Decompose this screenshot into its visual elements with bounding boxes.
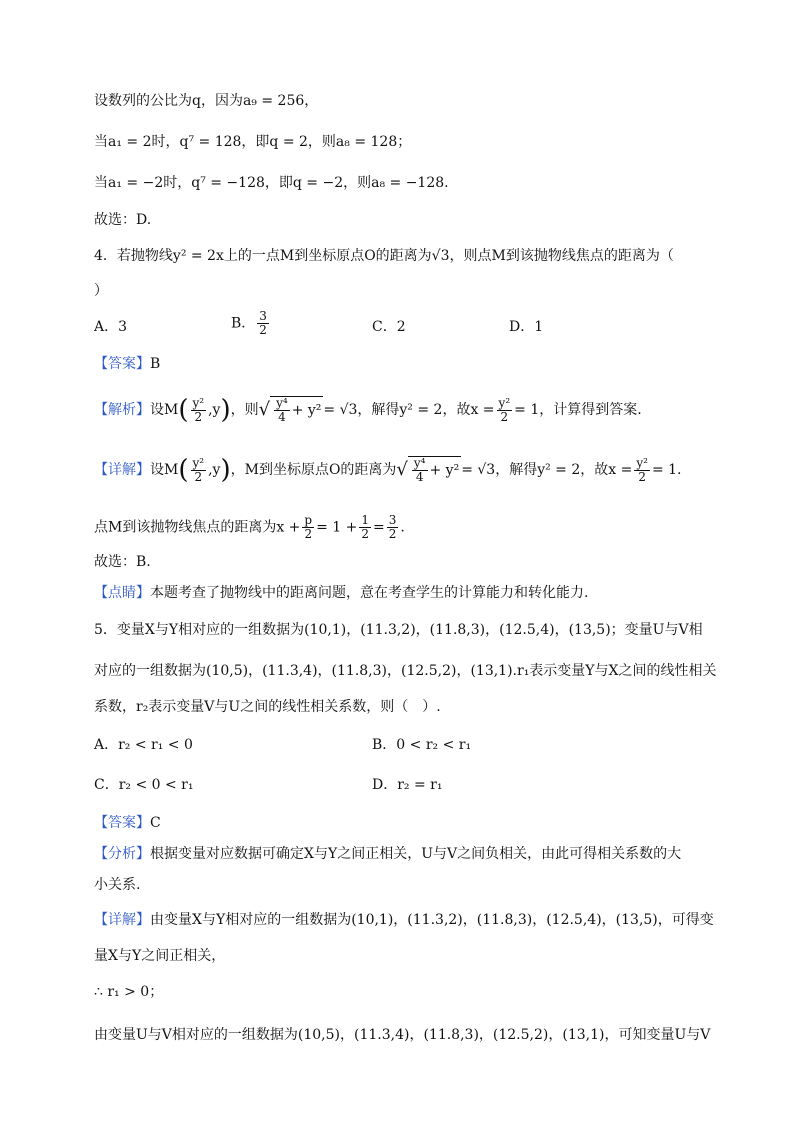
q4-option-a: A．3 [94,319,128,335]
frac-num: y² [498,395,511,410]
q4-option-c: C．2 [372,319,406,335]
frac-num: p [304,513,313,527]
frac-num: 3 [259,309,267,323]
detail-5-text: 由变量X与Y相对应的一组数据为(10,1)，(11.3,2)，(11.8,3)，(12.5,4)，(13,5)，可得变 [150,912,714,928]
frac-num: y² [192,395,205,410]
analysis-line-5-l1 [94,845,681,863]
choice-line-b: 故选：B. [94,554,151,570]
detail-text-d: = 1. [651,462,682,478]
q4-option-d: D．1 [509,319,544,335]
frac-3-over-2 [387,514,399,541]
q4-option-b-label: B． [231,315,256,332]
answer-line-4 [94,355,160,373]
frac-den: 2 [259,323,267,337]
frac-den: 4 [415,470,424,484]
frac-y4-over-4 [274,397,290,424]
answer-value: B [150,356,161,372]
answer-tag: 【答案】 [94,815,150,831]
frac-y2-over-2 [191,397,207,424]
frac-num: y² [636,455,648,470]
frac-den: 2 [304,527,313,541]
detail-line-4-distance [94,514,405,541]
detail-text-a: 设M [150,462,179,478]
analysis-line-4: 【解析】设M( $\frac{\text{y²}}{2}$ ,y)，则√ $\frac{\text{y⁴}}{4}$ + y² = √3，解得y² = 2，故x = $\frac{\text{y²}}{2}$ = 1，计算得到答案. [94,395,642,425]
detail-line-5-l1 [94,911,714,929]
q4-option-b-fraction [257,310,269,337]
q5-option-a: A．r₂ < r₁ < 0 [94,737,193,753]
choice-line-d: 故选：D. [94,212,152,228]
analysis-text-d: = 1，计算得到答案. [514,402,642,418]
question-5-stem-l3: 系数，r₂表示变量V与U之间的线性相关系数，则（ ）. [94,699,441,715]
sqrt-expression [408,456,461,484]
frac-1-over-2 [359,514,371,541]
question-4-stem: 4．若抛物线y² = 2x上的一点M到坐标原点O的距离为√3，则点M到该抛物线焦点的距离为（ [94,248,674,264]
distance-text-b: = 1 + [316,519,358,536]
distance-text-d: . [400,519,405,536]
fenxi-tag: 【分析】 [94,846,150,862]
question-5-stem-l2: 对应的一组数据为(10,5)，(11.3,4)，(11.8,3)，(12.5,2)，(13,1).r₁表示变量Y与X之间的线性相关 [94,663,717,679]
comment-text: 本题考查了抛物线中的距离问题，意在考查学生的计算能力和转化能力. [150,585,589,601]
question-5-stem-l1: 5．变量X与Y相对应的一组数据为(10,1)，(11.3,2)，(11.8,3)，(12.5,4)，(13,5)；变量U与V相 [94,622,703,638]
answer-line-5 [94,814,161,832]
analysis-tag: 【解析】 [94,402,150,418]
detail-tag: 【详解】 [94,912,150,928]
frac-num: 1 [361,513,370,527]
distance-text-a: 点M到该抛物线焦点的距离为x + [94,519,301,536]
solution-line-case1: 当a₁ = 2时，q⁷ = 128，即q = 2，则a₈ = 128； [94,134,412,150]
frac-den: 2 [194,469,203,484]
analysis-text-a: 设M [150,402,179,418]
plus-y2: + y² [291,402,322,419]
frac-num: y⁴ [276,396,288,410]
comment-tag: 【点睛】 [94,585,150,601]
answer-value: C [150,815,161,831]
answer-tag: 【答案】 [94,356,150,372]
detail-line-4: 【详解】设M( $\frac{\text{y²}}{2}$ ,y)，M到坐标原点O的距离为√ $\frac{\text{y⁴}}{4}$ + y² = √3，解得y² = 2，故x = $\frac{\text{y²}}{2}$ = 1. [94,455,682,485]
paren-y: ,y [208,402,221,418]
detail-tag: 【详解】 [94,462,150,478]
paren-y: ,y [208,462,221,478]
solution-line-ratio: 设数列的公比为q，因为a₉ = 256， [94,93,319,109]
sqrt-expression [270,396,323,424]
q5-option-b: B．0 < r₂ < r₁ [372,737,472,753]
frac-den: 4 [278,410,286,424]
fenxi-text: 根据变量对应数据可确定X与Y之间正相关，U与V之间负相关，由此可得相关系数的大 [150,846,682,862]
frac-y2-over-2 [634,457,650,484]
frac-den: 2 [361,527,370,541]
solution-line-case2: 当a₁ = −2时，q⁷ = −128，即q = −2，则a₈ = −128. [94,175,449,191]
detail-line-5-l2: 量X与Y之间正相关， [94,948,226,964]
frac-num: y² [192,455,205,470]
detail-text-b: ，M到坐标原点O的距离为 [230,462,397,478]
detail-line-5-l3: ∴ r₁ > 0； [94,984,164,1000]
analysis-text-b: ，则 [230,402,259,418]
frac-y2-over-2 [497,397,513,424]
analysis-text-c: = √3，解得y² = 2，故x = [323,402,495,418]
q5-option-d: D．r₂ = r₁ [372,777,443,793]
detail-line-5-l4: 由变量U与V相对应的一组数据为(10,5)，(11.3,4)，(11.8,3)，(12.5,2)，(13,1)，可知变量U与V [94,1027,711,1043]
q5-option-c: C．r₂ < 0 < r₁ [94,777,194,793]
detail-text-c: = √3，解得y² = 2，故x = [461,462,633,478]
comment-line-4 [94,584,588,602]
frac-den: 2 [388,527,397,541]
question-4-stem-close: ） [94,283,108,299]
plus-y2: + y² [429,462,460,479]
distance-text-c: = [373,519,385,536]
frac-num: 3 [388,513,397,527]
frac-den: 2 [638,469,646,484]
frac-num: y⁴ [413,456,426,470]
frac-y2-over-2 [191,457,207,484]
frac-den: 2 [500,409,509,424]
frac-p-over-2 [302,514,314,541]
frac-y4-over-4 [412,457,428,484]
q4-option-b [231,310,271,337]
analysis-line-5-l2: 小关系. [94,877,141,893]
frac-den: 2 [194,409,203,424]
